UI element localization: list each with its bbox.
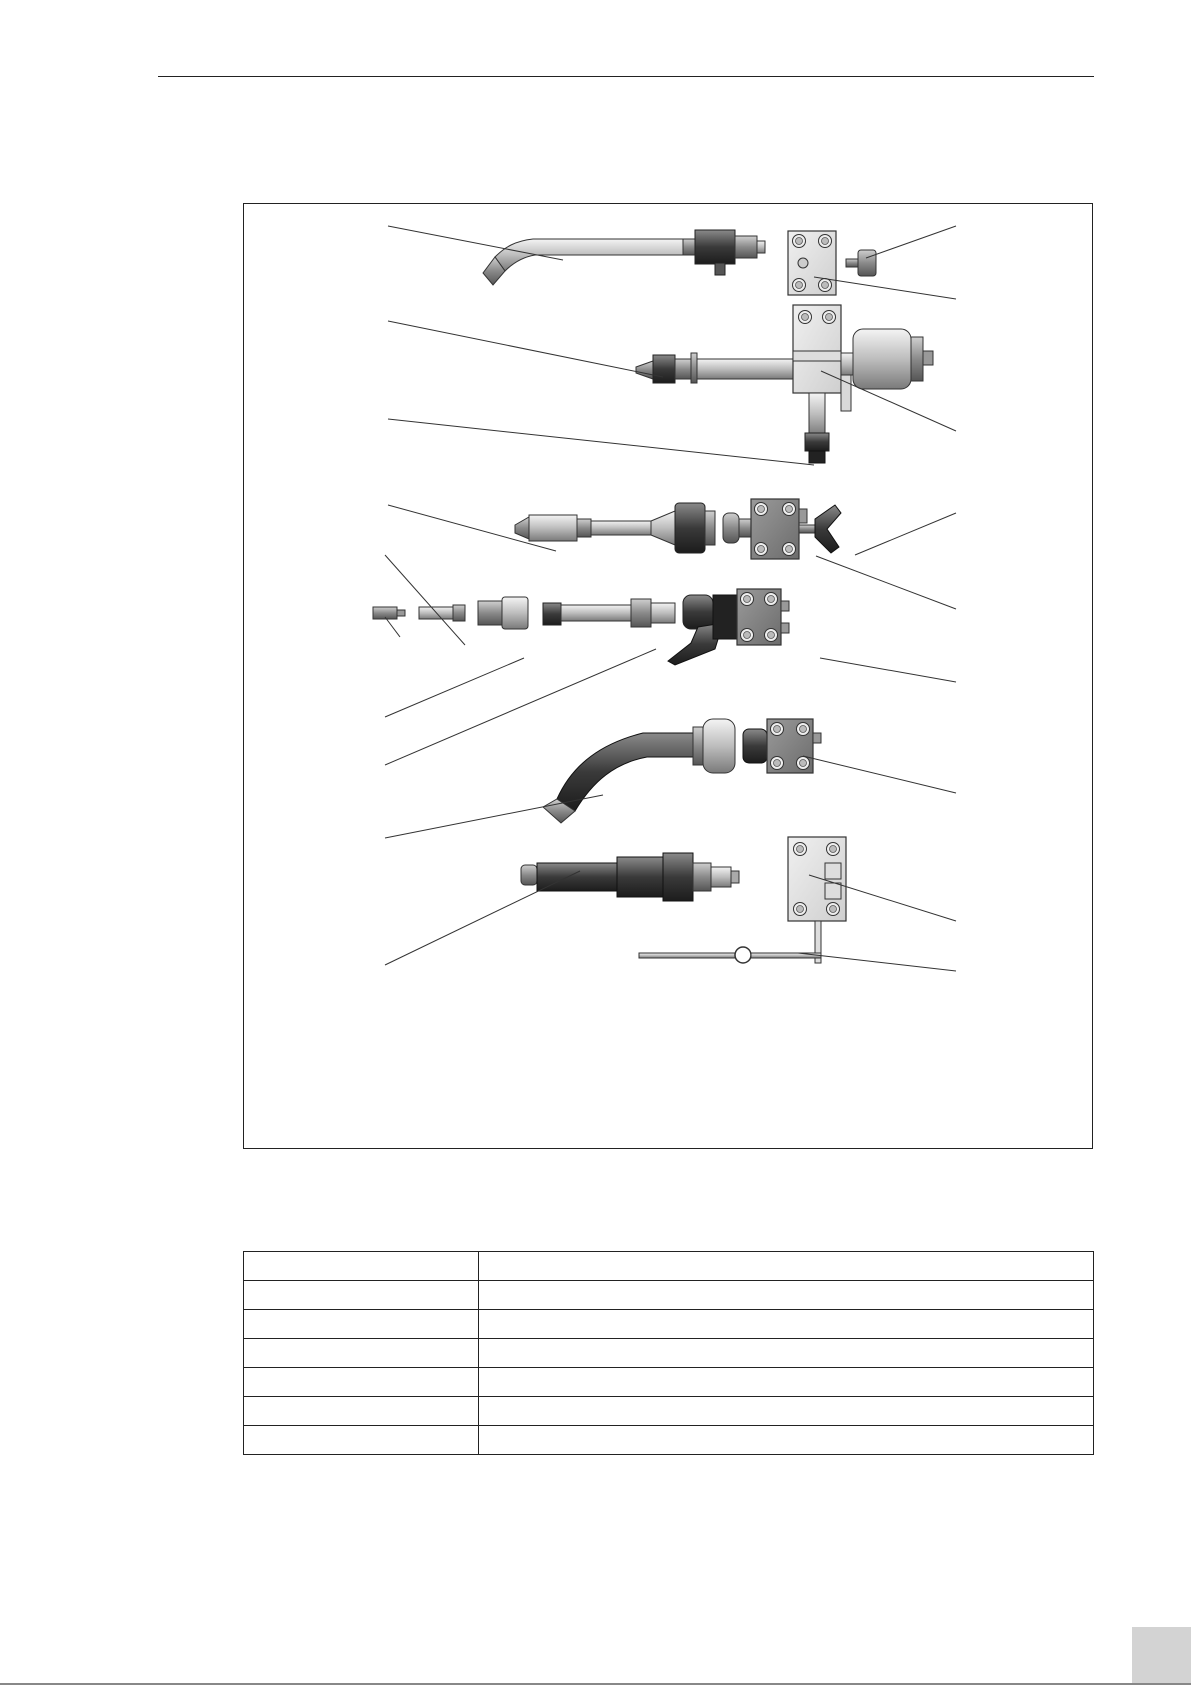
table-cell-part	[244, 1310, 479, 1339]
parts-illustration	[243, 203, 1093, 1149]
table-row	[244, 1310, 1094, 1339]
table-cell-description	[479, 1426, 1094, 1455]
table-cell-part	[244, 1397, 479, 1426]
straight-torch-neck-with-mount	[636, 305, 933, 463]
table-row	[244, 1252, 1094, 1281]
table-cell-part	[244, 1426, 479, 1455]
mounting-plate-3	[723, 499, 807, 559]
table-cell-part	[244, 1252, 479, 1281]
black-straight-handle	[521, 853, 739, 901]
table-cell-description	[479, 1252, 1094, 1281]
table-cell-description	[479, 1397, 1094, 1426]
contact-tip-parts	[373, 597, 675, 629]
table-row	[244, 1397, 1094, 1426]
mounting-plate-1	[788, 231, 836, 295]
page-number-tab	[1132, 1627, 1191, 1685]
mounting-plate-7	[788, 837, 846, 963]
table-cell-description	[479, 1281, 1094, 1310]
pin-with-ring	[639, 947, 821, 963]
torch-neck-with-connector	[515, 503, 715, 553]
table-row	[244, 1368, 1094, 1397]
header-rule	[158, 76, 1094, 77]
table-cell-part	[244, 1368, 479, 1397]
parts-table	[243, 1251, 1094, 1455]
table-cell-description	[479, 1339, 1094, 1368]
bent-torch-neck	[483, 230, 765, 285]
table-cell-description	[479, 1310, 1094, 1339]
table-cell-description	[479, 1368, 1094, 1397]
table-cell-part	[244, 1281, 479, 1310]
nozzle-mount	[668, 589, 789, 665]
table-cell-part	[244, 1339, 479, 1368]
table-row	[244, 1281, 1094, 1310]
table-row	[244, 1426, 1094, 1455]
knob-1	[846, 250, 876, 276]
black-bent-neck	[543, 719, 821, 823]
table-row	[244, 1339, 1094, 1368]
